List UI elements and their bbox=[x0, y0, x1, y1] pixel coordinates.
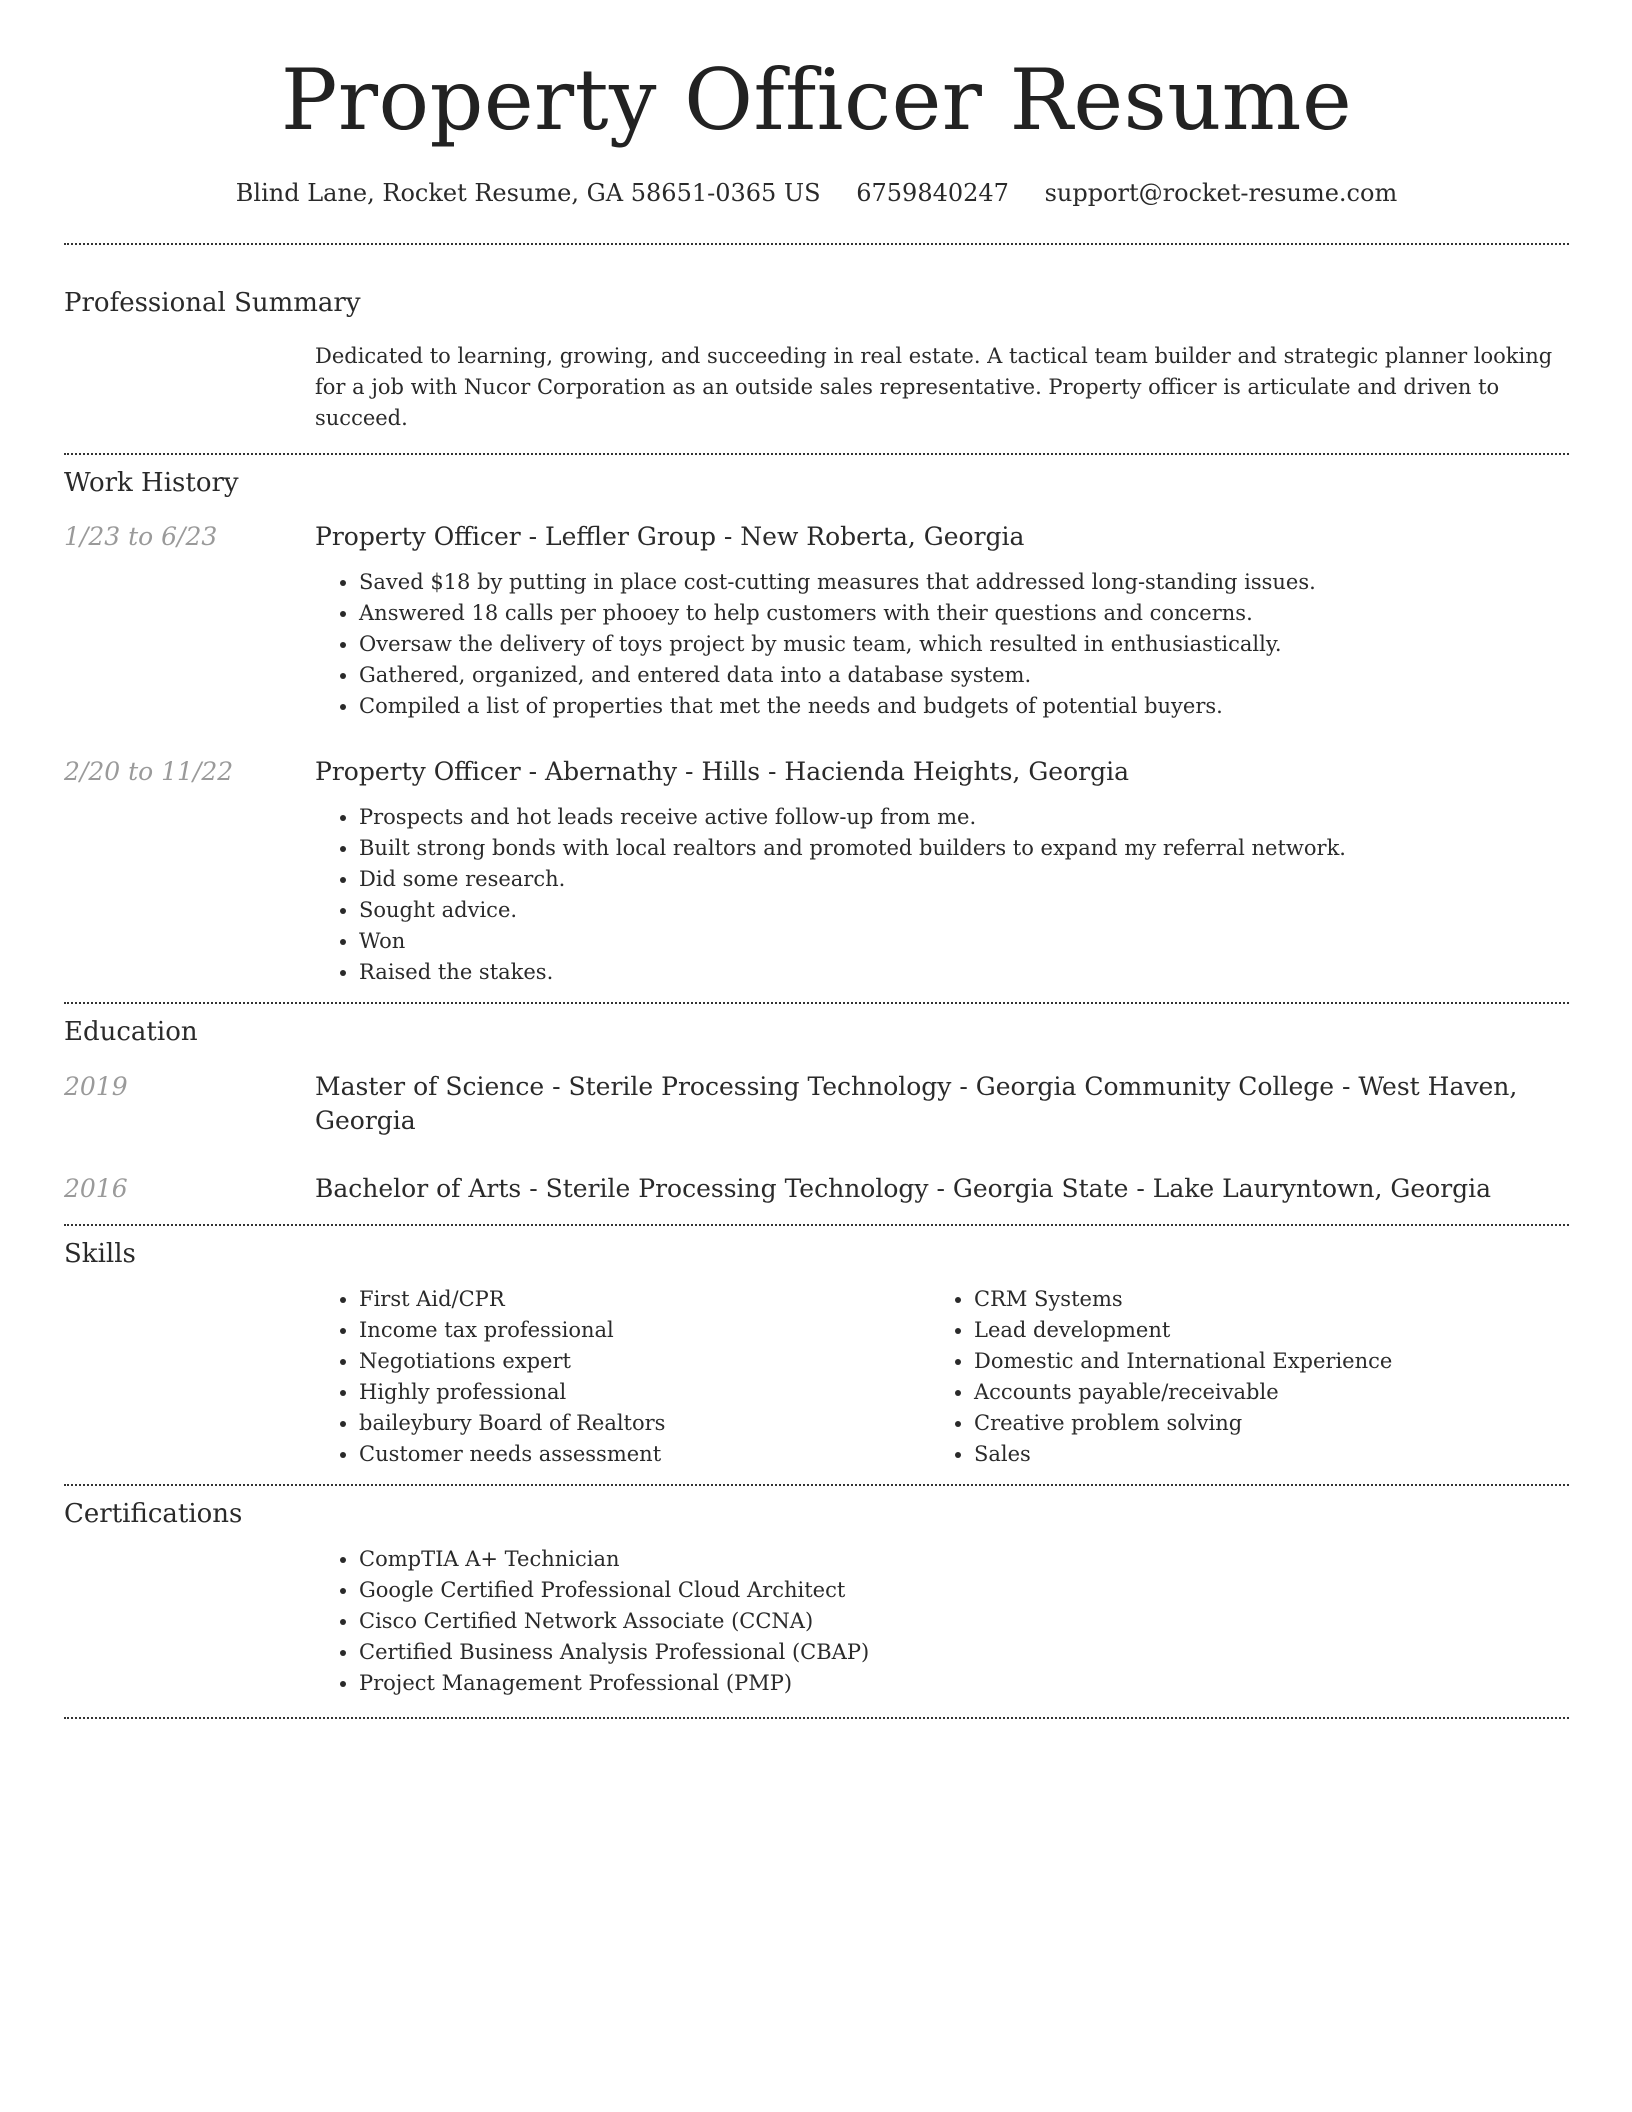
job-entry bbox=[64, 521, 1569, 722]
skill-item: • Sales bbox=[974, 1439, 1545, 1470]
divider bbox=[64, 453, 1569, 455]
certification-item: • CompTIA A+ Technician bbox=[359, 1544, 1569, 1575]
divider bbox=[64, 243, 1569, 245]
contact-phone: 6759840247 bbox=[856, 179, 1009, 207]
education-degree: Master of Science - Sterile Processing Technology - Georgia Community College - West Haven, Georgia bbox=[315, 1072, 1518, 1135]
work-heading: Work History bbox=[64, 468, 239, 498]
page-title: Property Officer Resume bbox=[280, 51, 1353, 149]
certification-item: • Certified Business Analysis Professional (CBAP) bbox=[359, 1637, 1569, 1668]
list-item: • Prospects and hot leads receive active follow-up from me. bbox=[359, 802, 1569, 833]
job-title: Property Officer - Abernathy - Hills - Hacienda Heights, Georgia bbox=[315, 757, 1130, 786]
list-item: • Oversaw the delivery of toys project by music team, which resulted in enthusiastically. bbox=[359, 629, 1569, 660]
skill-item: • Domestic and International Experience bbox=[974, 1346, 1545, 1377]
certifications-row bbox=[64, 1544, 1569, 1699]
job-title: Property Officer - Leffler Group - New Roberta, Georgia bbox=[315, 522, 1025, 551]
skill-item: • First Aid/CPR bbox=[359, 1284, 930, 1315]
education-entry bbox=[64, 1172, 1569, 1206]
divider bbox=[64, 1224, 1569, 1226]
education-degree: Bachelor of Arts - Sterile Processing Technology - Georgia State - Lake Lauryntown, Georgia bbox=[315, 1174, 1492, 1203]
skill-item: • Negotiations expert bbox=[359, 1346, 930, 1377]
resume-page bbox=[64, 0, 1569, 1719]
education-year: 2019 bbox=[64, 1072, 128, 1101]
list-item: • Saved $18 by putting in place cost-cutting measures that addressed long-standing issues. bbox=[359, 567, 1569, 598]
skills-list-left bbox=[315, 1284, 930, 1470]
skill-item: • baileybury Board of Realtors bbox=[359, 1408, 930, 1439]
certification-item: • Google Certified Professional Cloud Architect bbox=[359, 1575, 1569, 1606]
certification-item: • Cisco Certified Network Associate (CCNA) bbox=[359, 1606, 1569, 1637]
skill-item: • Income tax professional bbox=[359, 1315, 930, 1346]
list-item: • Won bbox=[359, 926, 1569, 957]
certifications-heading: Certifications bbox=[64, 1499, 243, 1529]
list-item: • Built strong bonds with local realtors and promoted builders to expand my referral network. bbox=[359, 833, 1569, 864]
job-bullets bbox=[315, 567, 1569, 722]
certifications-list bbox=[315, 1544, 1569, 1699]
divider bbox=[64, 1717, 1569, 1719]
divider bbox=[64, 1484, 1569, 1486]
contact-line bbox=[64, 176, 1569, 210]
skill-item: • Lead development bbox=[974, 1315, 1545, 1346]
skills-row bbox=[64, 1284, 1569, 1470]
summary-row bbox=[64, 341, 1569, 434]
list-item: • Gathered, organized, and entered data into a database system. bbox=[359, 660, 1569, 691]
job-entry bbox=[64, 756, 1569, 988]
skills-heading: Skills bbox=[64, 1239, 136, 1269]
list-item: • Answered 18 calls per phooey to help customers with their questions and concerns. bbox=[359, 598, 1569, 629]
education-year: 2016 bbox=[64, 1174, 128, 1203]
contact-address: Blind Lane, Rocket Resume, GA 58651-0365 US bbox=[235, 179, 821, 207]
skill-item: • Accounts payable/receivable bbox=[974, 1377, 1545, 1408]
summary-text: Dedicated to learning, growing, and succeeding in real estate. A tactical team builder and strategic planner looking for a job with Nucor Corporation as an outside sales representative. Property officer is articulate and driven to succeed. bbox=[315, 344, 1553, 430]
list-item: • Compiled a list of properties that met the needs and budgets of potential buyers. bbox=[359, 691, 1569, 722]
skills-list-right bbox=[930, 1284, 1545, 1470]
education-heading: Education bbox=[64, 1017, 198, 1047]
divider bbox=[64, 1002, 1569, 1004]
list-item: • Sought advice. bbox=[359, 895, 1569, 926]
skill-item: • Highly professional bbox=[359, 1377, 930, 1408]
list-item: • Did some research. bbox=[359, 864, 1569, 895]
skill-item: • Customer needs assessment bbox=[359, 1439, 930, 1470]
skill-item: • CRM Systems bbox=[974, 1284, 1545, 1315]
education-entry bbox=[64, 1070, 1569, 1138]
job-dates: 2/20 to 11/22 bbox=[64, 757, 234, 786]
list-item: • Raised the stakes. bbox=[359, 957, 1569, 988]
job-dates: 1/23 to 6/23 bbox=[64, 522, 218, 551]
certification-item: • Project Management Professional (PMP) bbox=[359, 1668, 1569, 1699]
summary-heading: Professional Summary bbox=[64, 288, 361, 318]
skill-item: • Creative problem solving bbox=[974, 1408, 1545, 1439]
contact-email: support@rocket-resume.com bbox=[1044, 179, 1398, 207]
job-bullets bbox=[315, 802, 1569, 988]
